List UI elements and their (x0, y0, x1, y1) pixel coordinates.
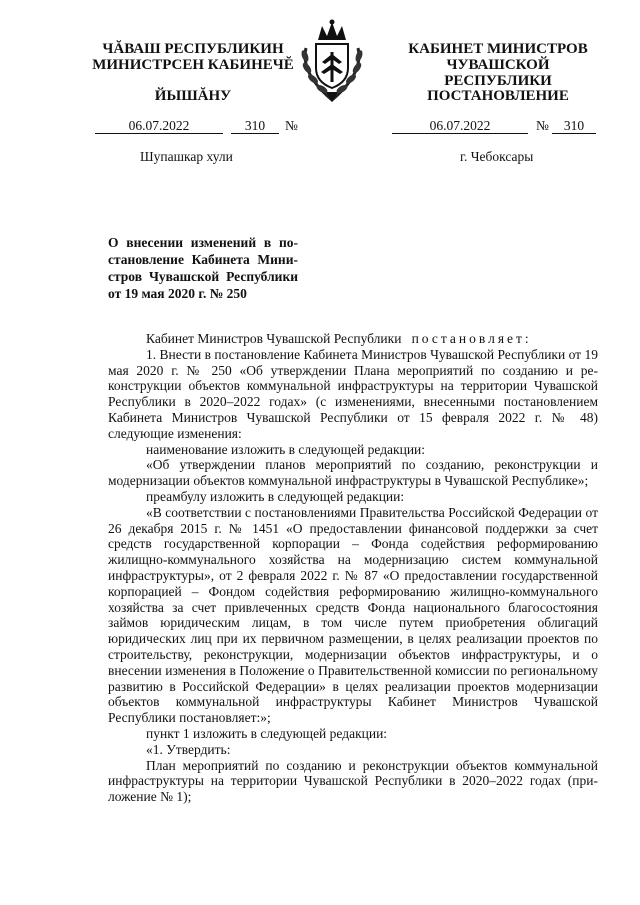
date-right: 06.07.2022 (392, 118, 528, 134)
subject-line-2: становление Кабинета Мини- (108, 252, 298, 267)
header-left-line-2: МИНИСТРСЕН КАБИНЕЧĔ (92, 57, 294, 73)
number-left: 310 (231, 118, 279, 134)
doc-kind-left: ЙЫШĂНУ (154, 88, 232, 104)
header-right-title (392, 41, 604, 89)
number-sign-left: № (285, 118, 298, 133)
doc-kind-right: ПОСТАНОВЛЕНИЕ (427, 88, 569, 104)
body-paragraph-7: «1. Утвердить: (146, 741, 231, 757)
body-paragraph-8: План мероприятий по созданию и реконструкции объектов коммунальной инфраструктуры на территории Чувашской Республики в 2020–2022 годах (приложение № 1); (108, 757, 598, 805)
dateline-left (95, 118, 305, 134)
body-paragraph-4: преамбулу изложить в следующей редакции: (146, 488, 405, 504)
chuvash-coat-of-arms-icon (292, 18, 372, 104)
header-left-title (68, 41, 318, 73)
subject-line-4: от 19 мая 2020 г. № 250 (108, 286, 247, 301)
document-body (108, 331, 598, 805)
document-subject (108, 234, 298, 302)
dateline-right (392, 118, 596, 134)
body-paragraph-3: «Об утверждении планов мероприятий по созданию, реконструкции и модернизации объектов коммунальной инфраструктуры в Чувашской Республике»; (108, 457, 598, 489)
number-right: 310 (552, 118, 596, 134)
body-intro-text: Кабинет Министров Чувашской Республики (146, 331, 402, 346)
place-left: Шупашкар хули (140, 149, 233, 164)
number-sign-right: № (536, 118, 549, 133)
subject-line-1: О внесении изменений в по- (108, 235, 298, 250)
body-intro-verb: постановляет: (411, 331, 532, 346)
body-paragraph-5: «В соответствии с постановлениями Правительства Российской Федерации от 26 декабря 2015 г. № 1451 «О предоставлении финансовой поддержки за счет средств государственной корпорации – Фонда содействия реформированию жилищно-коммунального хозяйства на модернизацию систем коммунальной инфраструктуры», от 2 февраля 2022 г. № 87 «О предоставлении государственной корпорацией – Фондом содействия реформированию жилищно-коммунального хозяйства за счет привлеченных средств Фонда национального благосостояния займов юридическим лицам, в том числе путем приобретения облигаций юридических лиц при их первичном размещении, в целях реализации проектов по строительству, реконструкции, модернизации объектов инфраструктуры, и о внесении изменения в Положение о Правительственной комиссии по региональному развитию в Российской Федерации» в целях реализации проектов модернизации объектов коммунальной инфраструктуры Кабинет Министров Чувашской Республики постановляет:»; (108, 504, 598, 726)
body-paragraph-6: пункт 1 изложить в следующей редакции: (146, 725, 388, 741)
body-intro (108, 331, 598, 347)
header-left-line-1: ЧĂВАШ РЕСПУБЛИКИН (102, 41, 284, 57)
date-left: 06.07.2022 (95, 118, 223, 134)
subject-line-3: стров Чувашской Республики (108, 269, 298, 284)
place-right: г. Чебоксары (460, 149, 534, 164)
body-paragraph-1: 1. Внести в постановление Кабинета Министров Чувашской Республики от 19 мая 2020 г. № 250 «Об утверждении Плана мероприятий по созданию и реконструкции объектов коммунальной инфраструктуры на территории Чувашской Республики в 2020–2022 годах» (с изменениями, внесенными постановлением Кабинета Министров Чувашской Республики от 15 февраля 2022 г. № 48) следующие изменения: (108, 346, 598, 441)
body-paragraph-2: наименование изложить в следующей редакции: (146, 441, 426, 457)
header-right-line-1: КАБИНЕТ МИНИСТРОВ (408, 41, 588, 57)
header-right-line-2: ЧУВАШСКОЙ РЕСПУБЛИКИ (444, 57, 552, 89)
